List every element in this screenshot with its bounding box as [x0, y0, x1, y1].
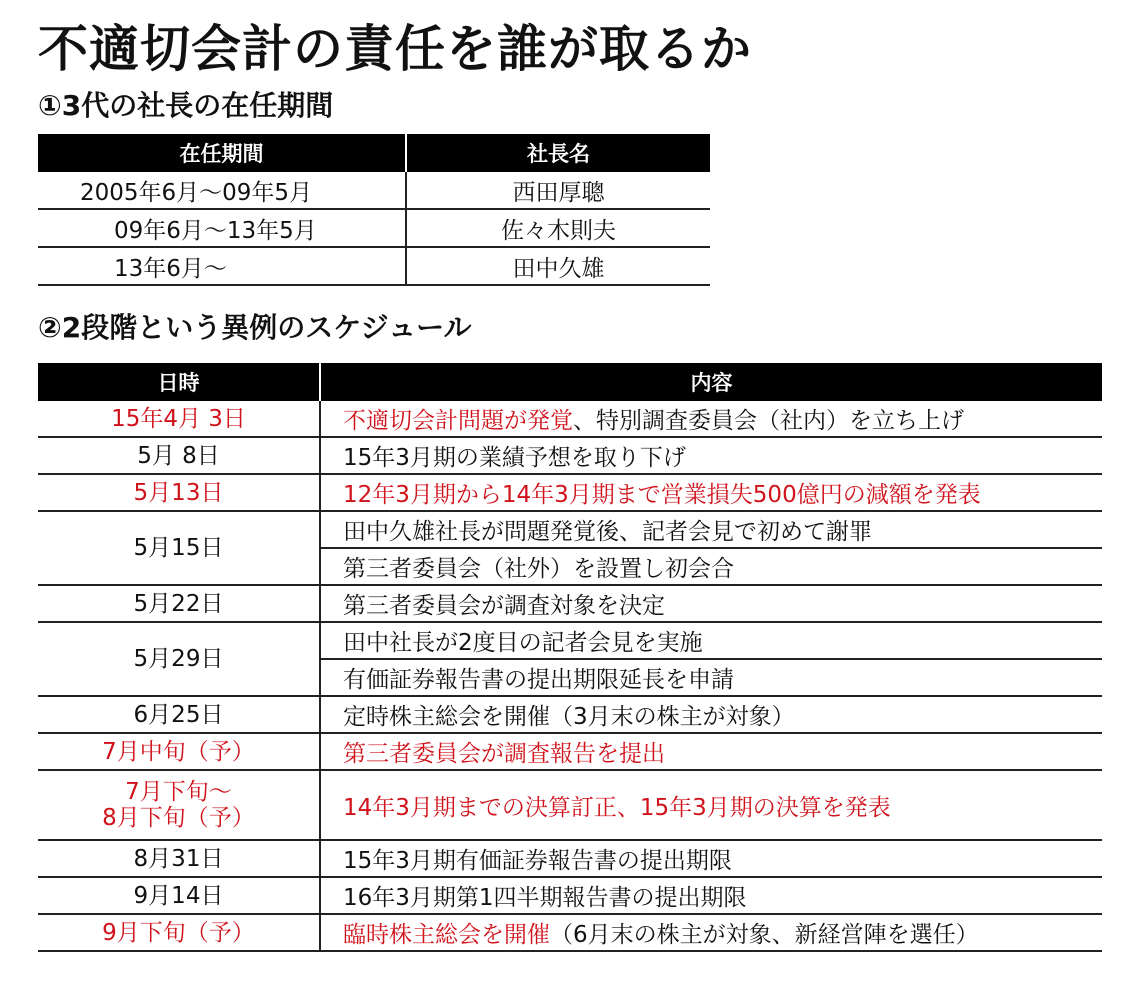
table-row — [38, 877, 1102, 914]
table-row — [38, 172, 710, 209]
schedule-event: 第三者委員会が調査報告を提出 — [320, 733, 1102, 770]
schedule-date: 9月14日 — [38, 877, 320, 914]
schedule-event: 田中社長が2度目の記者会見を実施 — [320, 622, 1102, 659]
table-header-row — [38, 134, 710, 172]
tenure-period: 13年6月～ — [38, 247, 406, 285]
table-row — [38, 622, 1102, 659]
schedule-event: 第三者委員会が調査対象を決定 — [320, 585, 1102, 622]
schedule-event: 田中久雄社長が問題発覚後、記者会見で初めて謝罪 — [320, 511, 1102, 548]
schedule-date: 9月下旬（予） — [38, 914, 320, 951]
president-name: 佐々木則夫 — [406, 209, 710, 247]
schedule-date: 5月13日 — [38, 474, 320, 511]
tenure-period: 2005年6月～09年5月 — [38, 172, 406, 209]
table-row — [38, 696, 1102, 733]
column-header-tenure: 在任期間 — [38, 134, 406, 172]
president-name: 西田厚聰 — [406, 172, 710, 209]
president-name: 田中久雄 — [406, 247, 710, 285]
tenure-period: 09年6月～13年5月 — [38, 209, 406, 247]
column-header-content: 内容 — [320, 363, 1102, 401]
schedule-date: 6月25日 — [38, 696, 320, 733]
table-header-row — [38, 363, 1102, 401]
schedule-event: 15年3月期有価証券報告書の提出期限 — [320, 840, 1102, 877]
schedule-date: 8月31日 — [38, 840, 320, 877]
schedule-date: 7月中旬（予） — [38, 733, 320, 770]
table-row — [38, 247, 710, 285]
column-header-president: 社長名 — [406, 134, 710, 172]
schedule-event: 、特別調査委員会（社内）を立ち上げ — [573, 408, 964, 434]
schedule-event: 有価証券報告書の提出期限延長を申請 — [320, 659, 1102, 696]
schedule-event-highlight: 不適切会計問題が発覚 — [343, 408, 573, 434]
schedule-date: 5月29日 — [38, 622, 320, 696]
schedule-date: 5月 8日 — [38, 437, 320, 474]
table-row — [38, 840, 1102, 877]
column-header-date: 日時 — [38, 363, 320, 401]
schedule-event: 16年3月期第1四半期報告書の提出期限 — [320, 877, 1102, 914]
schedule-event-highlight: 臨時株主総会を開催 — [343, 922, 550, 948]
schedule-event: 定時株主総会を開催（3月末の株主が対象） — [320, 696, 1102, 733]
table-row — [38, 474, 1102, 511]
table-row — [38, 733, 1102, 770]
table-row — [38, 511, 1102, 548]
schedule-event: 15年3月期の業績予想を取り下げ — [320, 437, 1102, 474]
schedule-event: 12年3月期から14年3月期まで営業損失500億円の減額を発表 — [320, 474, 1102, 511]
page-title: 不適切会計の責任を誰が取るか — [38, 19, 752, 78]
schedule-date: 5月15日 — [38, 511, 320, 585]
schedule-date: 5月22日 — [38, 585, 320, 622]
president-tenure-table — [38, 134, 710, 286]
table-row — [38, 585, 1102, 622]
schedule-date — [38, 770, 320, 840]
schedule-date: 15年4月 3日 — [38, 401, 320, 437]
schedule-event: （6月末の株主が対象、新経営陣を選任） — [550, 922, 979, 948]
schedule-date-line: 8月下旬（予） — [102, 805, 255, 831]
table-row — [38, 914, 1102, 951]
schedule-event: 14年3月期までの決算訂正、15年3月期の決算を発表 — [320, 770, 1102, 840]
schedule-table — [38, 363, 1102, 952]
schedule-date-line: 7月下旬～ — [125, 779, 232, 805]
section1-heading: ①3代の社長の在任期間 — [38, 89, 334, 122]
table-row — [38, 209, 710, 247]
table-row — [38, 437, 1102, 474]
table-row — [38, 401, 1102, 437]
section2-heading: ②2段階という異例のスケジュール — [38, 311, 472, 344]
schedule-event: 第三者委員会（社外）を設置し初会合 — [320, 548, 1102, 585]
table-row — [38, 770, 1102, 840]
